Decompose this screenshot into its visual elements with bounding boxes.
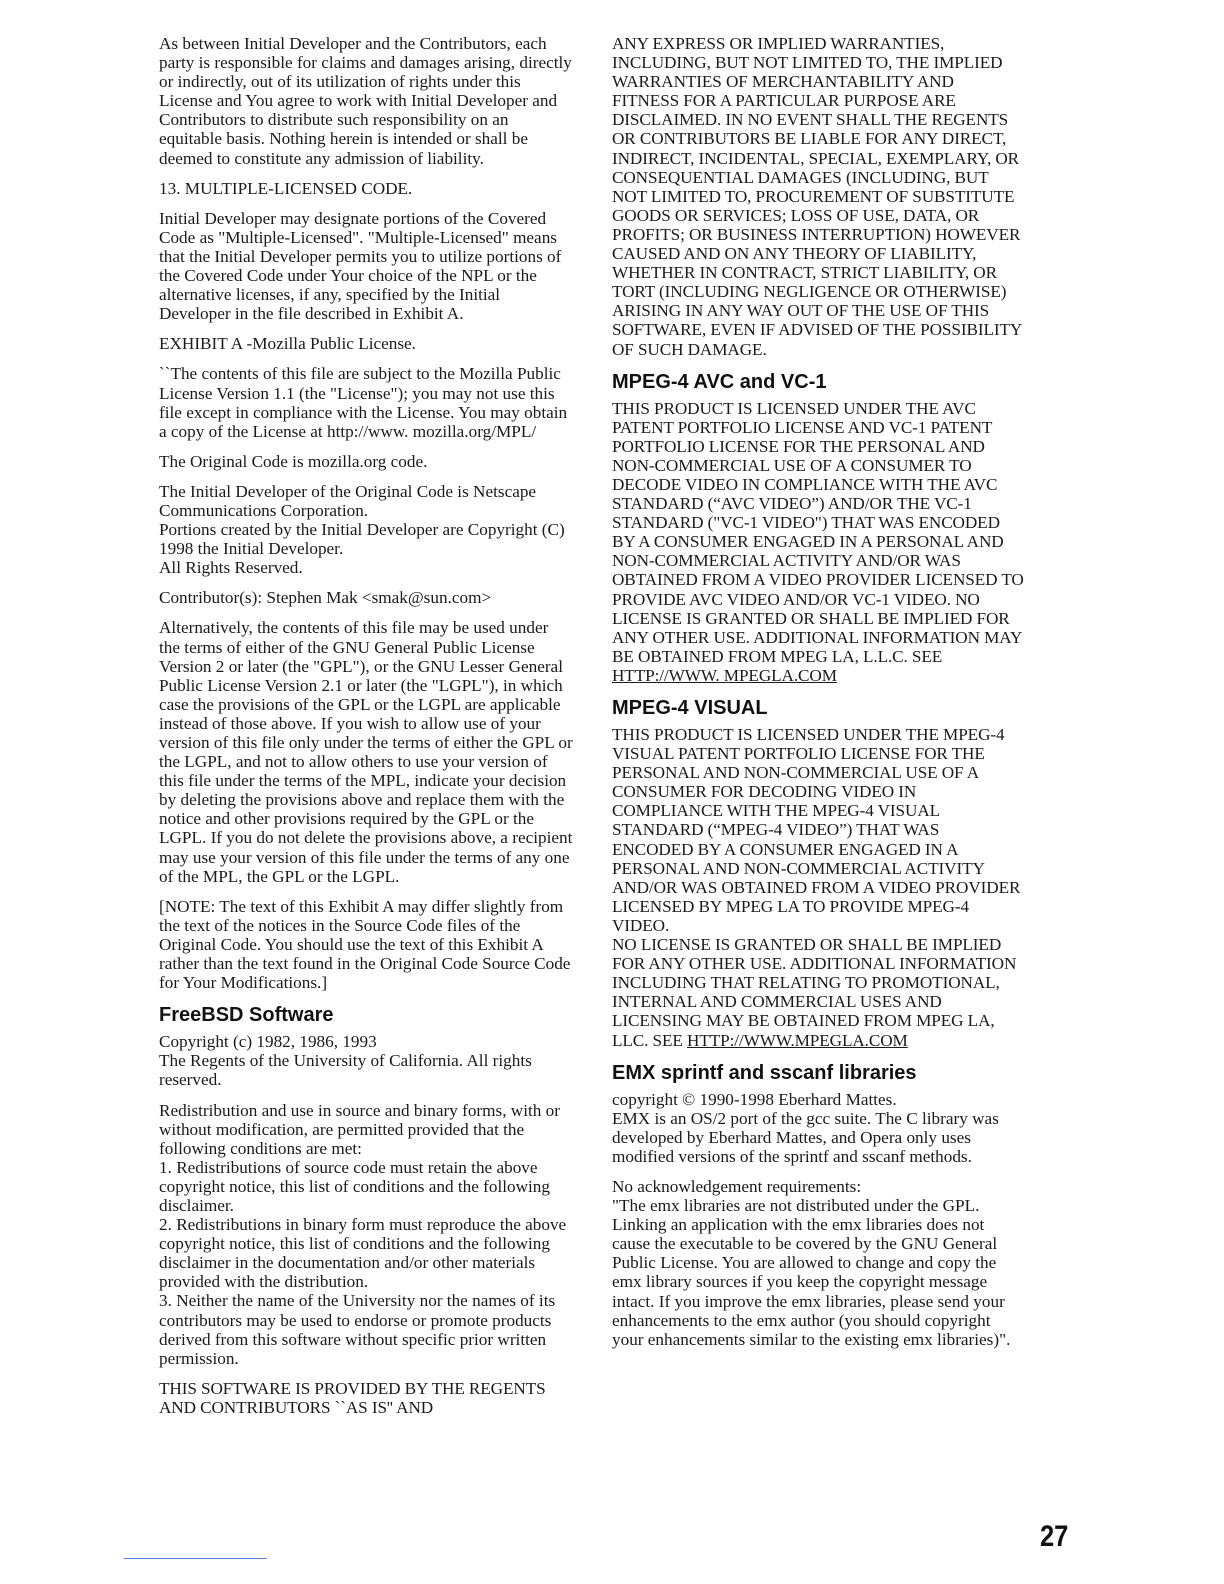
mpeg4-avc-heading: MPEG-4 AVC and VC-1 (612, 370, 827, 393)
page-number: 27 (1040, 1520, 1069, 1553)
freebsd-conditions: Redistribution and use in source and binary forms, with or without modification, are permitted provided that the following conditions are met: 1. Redistributions of source code must retain the above copyright notice, this list of conditions and the following disclaimer. 2. Redistributions in binary form must reproduce the above copyright notice, this list of conditions and the following disclaimer in the documentation and/or other materials provided with the distribution. 3. Neither the name of the University nor the names of its contributors may be used to endorse or promote products derived from this software without specific prior written permission. (159, 1100, 567, 1368)
exhibit-a-title: EXHIBIT A -Mozilla Public License. (159, 334, 416, 354)
multiple-licensed-paragraph: Initial Developer may designate portions of the Covered Code as "Multiple-Licensed". "Multiple-Licensed" means that the Initial Developer permits you to utilize portions of the Covered Code under Your choice of the NPL or the alternative licenses, if any, specified by the Initial Developer in the file described in Exhibit A. (159, 208, 562, 324)
mpegla-link[interactable]: HTTP://WWW. MPEGLA.COM (612, 665, 837, 685)
note-paragraph: [NOTE: The text of this Exhibit A may differ slightly from the text of the notices in the Source Code files of the Original Code. You should use the text of this Exhibit A rather than the text found in the Original Code Source Code for Your Modifications.] (159, 896, 571, 993)
freebsd-disclaimer-continued: ANY EXPRESS OR IMPLIED WARRANTIES, INCLUDING, BUT NOT LIMITED TO, THE IMPLIED WARRANTIES OF MERCHANTABILITY AND FITNESS FOR A PARTICULAR PURPOSE ARE DISCLAIMED. IN NO EVENT SHALL THE REGENTS OR CONTRIBUTORS BE LIABLE FOR ANY DIRECT, INDIRECT, INCIDENTAL, SPECIAL, EXEMPLARY, OR CONSEQUENTIAL DAMAGES (INCLUDING, BUT NOT LIMITED TO, PROCUREMENT OF SUBSTITUTE GOODS OR SERVICES; LOSS OF USE, DATA, OR PROFITS; OR BUSINESS INTERRUPTION) HOWEVER CAUSED AND ON ANY THEORY OF LIABILITY, WHETHER IN CONTRACT, STRICT LIABILITY, OR TORT (INCLUDING NEGLIGENCE OR OTHERWISE) ARISING IN ANY WAY OUT OF THE USE OF THIS SOFTWARE, EVEN IF ADVISED OF THE POSSIBILITY OF SUCH DAMAGE. (612, 34, 1022, 359)
emx-heading: EMX sprintf and sscanf libraries (612, 1061, 917, 1084)
initial-developer-paragraph: The Initial Developer of the Original Code is Netscape Communications Corporation. Portions created by the Initial Developer are Copyright (C) 1998 the Initial Developer. All Rights Reserved. (159, 481, 565, 578)
emx-acknowledgement-paragraph: No acknowledgement requirements: "The emx libraries are not distributed under the GPL. Linking an application with the emx libraries does not cause the executable to be covered by the GNU General Public License. You are allowed to change and copy the emx library sources if you keep the copyright message intact. If you improve the emx libraries, please send your enhancements to the emx author (you should copyright your enhancements similar to the existing emx libraries)". (612, 1176, 1011, 1349)
original-code-paragraph: The Original Code is mozilla.org code. (159, 451, 428, 471)
section-13-title: 13. MULTIPLE-LICENSED CODE. (159, 178, 413, 198)
right-column (612, 34, 1024, 1349)
liability-paragraph: As between Initial Developer and the Contributors, each party is responsible for claims and damages arising, directly or indirectly, out of its utilization of rights under this License and You agree to work with Initial Developer and Contributors to distribute such responsibility on an equitable basis. Nothing herein is intended or shall be deemed to constitute any admission of liability. (159, 34, 572, 168)
freebsd-heading: FreeBSD Software (159, 1004, 334, 1027)
mpegla-visual-link[interactable]: HTTP://WWW.MPEGLA.COM (687, 1030, 908, 1050)
freebsd-disclaimer-start: THIS SOFTWARE IS PROVIDED BY THE REGENTS AND CONTRIBUTORS ``AS IS'' AND (159, 1378, 546, 1417)
left-column (159, 34, 573, 1417)
mpeg4-visual-license-text (612, 725, 1024, 1050)
mpeg4-visual-heading: MPEG-4 VISUAL (612, 697, 768, 719)
mpl-notice-paragraph: ``The contents of this file are subject to the Mozilla Public License Version 1.1 (the "License"); you may not use this file except in compliance with the License. You may obtain a copy of the License at http://www. mozilla.org/MPL/ (159, 364, 568, 441)
mpeg4-visual-text: THIS PRODUCT IS LICENSED UNDER THE MPEG-4 VISUAL PATENT PORTFOLIO LICENSE FOR THE PERSONAL AND NON-COMMERCIAL USE OF A CONSUMER FOR DECODING VIDEO IN COMPLIANCE WITH THE MPEG-4 VISUAL STANDARD (“MPEG-4 VIDEO”) THAT WAS ENCODED BY A CONSUMER ENGAGED IN A PERSONAL AND NON-COMMERCIAL ACTIVITY AND/OR WAS OBTAINED FROM A VIDEO PROVIDER LICENSED BY MPEG LA TO PROVIDE MPEG-4 VIDEO. NO LICENSE IS GRANTED OR SHALL BE IMPLIED FOR ANY OTHER USE. ADDITIONAL INFORMATION INCLUDING THAT RELATING TO PROMOTIONAL, INTERNAL AND COMMERCIAL USES AND LICENSING MAY BE OBTAINED FROM MPEG LA, LLC. SEE (612, 725, 1021, 1050)
gpl-alternative-paragraph: Alternatively, the contents of this file may be used under the terms of either of the GNU General Public License Version 2 or later (the "GPL"), or the GNU Lesser General Public License Version 2.1 or later (the "LGPL"), in which case the provisions of the GPL or the LGPL are applicable instead of those above. If you wish to allow use of your version of this file only under the terms of either the GPL or the LGPL, and not to allow others to use your version of this file under the terms of the MPL, indicate your decision by deleting the provisions above and replace them with the notice and other provisions required by the GPL or the LGPL. If you do not delete the provisions above, a recipient may use your version of this file under the terms of any one of the MPL, the GPL or the LGPL. (159, 618, 573, 886)
freebsd-copyright: Copyright (c) 1982, 1986, 1993 The Regents of the University of California. All rights reserved. (159, 1032, 532, 1090)
contributors-paragraph: Contributor(s): Stephen Mak <smak@sun.com> (159, 588, 492, 608)
mpeg4-avc-license-text (612, 399, 1024, 685)
emx-copyright-paragraph: copyright © 1990-1998 Eberhard Mattes. EMX is an OS/2 port of the gcc suite. The C library was developed by Eberhard Mattes, and Opera only uses modified versions of the sprintf and sscanf methods. (612, 1089, 999, 1166)
footer-rule (124, 1558, 267, 1559)
mpeg4-avc-text: THIS PRODUCT IS LICENSED UNDER THE AVC PATENT PORTFOLIO LICENSE AND VC-1 PATENT PORTFOLIO LICENSE FOR THE PERSONAL AND NON-COMMERCIAL USE OF A CONSUMER TO DECODE VIDEO IN COMPLIANCE WITH THE AVC STANDARD (“AVC VIDEO”) AND/OR THE VC-1 STANDARD ("VC-1 VIDEO") THAT WAS ENCODED BY A CONSUMER ENGAGED IN A PERSONAL AND NON-COMMERCIAL ACTIVITY AND/OR WAS OBTAINED FROM A VIDEO PROVIDER LICENSED TO PROVIDE AVC VIDEO AND/OR VC-1 VIDEO. NO LICENSE IS GRANTED OR SHALL BE IMPLIED FOR ANY OTHER USE. ADDITIONAL INFORMATION MAY BE OBTAINED FROM MPEG LA, L.L.C. SEE (612, 398, 1024, 666)
